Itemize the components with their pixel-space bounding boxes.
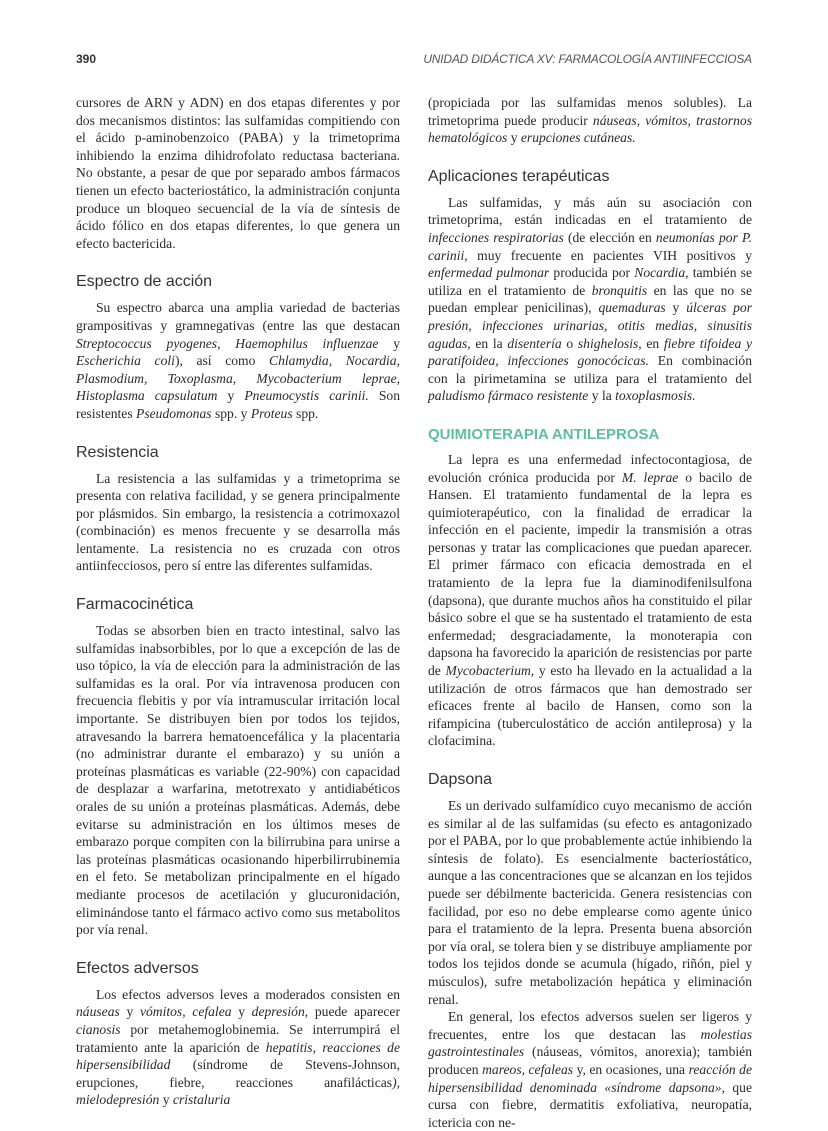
italic-text: quemaduras bbox=[598, 300, 666, 316]
text-run: y bbox=[231, 1004, 252, 1020]
italic-text: Chlamydia, Nocardia, Plasmodium, Toxoplasma, Mycobacterium leprae, Histoplasma capsulatum bbox=[76, 353, 400, 404]
italic-text: cianosis bbox=[76, 1021, 121, 1037]
italic-text: Proteus bbox=[250, 405, 293, 421]
text-run: muy frecuente en pacientes VIH positivos y bbox=[467, 247, 752, 263]
text-run: o bbox=[561, 335, 578, 351]
paragraph bbox=[76, 986, 400, 1109]
heading-farmacocinetica: Farmacocinética bbox=[76, 596, 194, 614]
italic-text: infecciones respiratorias bbox=[428, 229, 564, 245]
running-title: UNIDAD DIDÁCTICA XV: FARMACOLOGÍA ANTIINFECCIOSA bbox=[423, 52, 752, 66]
text-run: spp. bbox=[292, 405, 319, 421]
italic-text: enfermedad pulmonar bbox=[428, 265, 550, 281]
text-run: y bbox=[507, 130, 521, 146]
text-run: en la bbox=[470, 335, 508, 351]
text-run: y bbox=[119, 1004, 140, 1020]
left-column bbox=[76, 94, 400, 1109]
italic-text: hepatitis, reacciones de hipersensibilidad bbox=[76, 1039, 400, 1073]
italic-text: mareos, cefaleas bbox=[482, 1061, 574, 1077]
text-run: cursores de ARN y ADN) en dos etapas diferentes y por dos mecanismos distintos: las sulfamidas compitiendo con el ácido p-aminobenzoico (PABA) y la trimetoprima inhibiendo la enzima dihidrofolato reductasa bacteriana. No obstante, a pesar de que por separado ambos fármacos tienen un efecto bacteriostático, la administración conjunta produce un bloqueo secuencial de la vía de síntesis de ácido fólico en dos etapas diferentes, lo que genera un efecto bactericida. bbox=[76, 95, 400, 251]
italic-text: M. leprae bbox=[621, 469, 679, 485]
italic-text: disentería bbox=[507, 335, 562, 351]
italic-text: Pneumocystis carinii. bbox=[244, 388, 369, 404]
text-run: En combinación con la pirimetamina se utiliza para el tratamiento del bbox=[428, 353, 752, 386]
italic-text: úlceras por presión, infecciones urinarias, otitis medias, sinusitis agudas, bbox=[428, 300, 752, 351]
paragraph bbox=[76, 299, 400, 422]
italic-text: ), mielodepresión bbox=[76, 1074, 400, 1108]
text-run: Todas se absorben bien en tracto intestinal, salvo las sulfamidas inabsorbibles, por lo que a excepción de las de uso tópico, la vía de elección para la administración de las sulfamidas es la oral. Por vía intravenosa producen con frecuencia flebitis y por vía intramuscular irritación local importante. Se distribuyen bien por todos los tejidos, atravesando la barrera hematoencefálica y la placentaria (no administrar durante el embarazo) y su unión a proteínas plasmáticas es variable (22-90%) con capacidad de desplazar a warfarina, metotrexato y antidiabéticos orales de su unión a proteínas plasmáticas. Además, debe evitarse su administración en los últimos meses de embarazo porque compiten con la bilirrubina para unirse a las proteínas plasmáticas ocasionando hiperbilirrubinemia en el feto. Se metabolizan principalmente en el hígado mediante procesos de acetilación y glucuronidación, eliminándose tanto el fármaco activo como sus metabolitos por vía renal. bbox=[76, 623, 400, 938]
text-run: y bbox=[159, 1092, 173, 1108]
italic-text: neumonías por P. carinii, bbox=[428, 229, 752, 263]
italic-text: bronquitis bbox=[591, 282, 648, 298]
heading-quimioterapia-antileprosa: QUIMIOTERAPIA ANTILEPROSA bbox=[428, 425, 660, 443]
text-run: , que cursa con fiebre, dermatitis exfoliativa, neuropatía, ictericia con ne- bbox=[428, 1079, 752, 1130]
paragraph bbox=[428, 1008, 752, 1131]
text-run: y, en ocasiones, una bbox=[573, 1061, 689, 1077]
text-run: o bacilo de Hansen. El tratamiento fundamental de la lepra es quimioterapéutico, con la finalidad de erradicar la infección en el paciente, impedir la transmisión a otras personas y tratar las complicaciones que puedan aparecer. El primer fármaco con eficacia demostrada en el tratamiento de la lepra fue la diaminodifenilsulfona (dapsona), que durante muchos años ha constituido el pilar básico sobre el que se ha sustentado el tratamiento de esta enfermedad; desgraciadamente, la monoterapia con dapsona ha favorecido la aparición de resistencias por parte de bbox=[428, 469, 752, 679]
italic-text: shighelosis, bbox=[577, 335, 642, 351]
italic-text: fiebre tifoidea y paratifoidea, infecciones gonocócicas. bbox=[428, 335, 752, 369]
italic-text: molestias gastrointestinales bbox=[428, 1026, 752, 1060]
text-run: en bbox=[641, 335, 664, 351]
text-run: producida por bbox=[549, 265, 635, 281]
text-run: Su espectro abarca una amplia variedad de bacterias grampositivas y gramnegativas (entre las que destacan bbox=[76, 300, 400, 333]
text-run: y la bbox=[588, 388, 616, 404]
paragraph bbox=[428, 797, 752, 1008]
text-run: spp. y bbox=[211, 405, 251, 421]
text-run: y bbox=[217, 388, 245, 404]
heading-dapsona: Dapsona bbox=[428, 771, 493, 788]
paragraph bbox=[76, 622, 400, 939]
page-number: 390 bbox=[76, 52, 97, 66]
paragraph bbox=[428, 451, 752, 750]
italic-text: paludismo fármaco resistente bbox=[428, 388, 589, 404]
text-run: y bbox=[665, 300, 687, 316]
heading-resistencia: Resistencia bbox=[76, 443, 159, 461]
text-run: también se utiliza en el tratamiento de bbox=[428, 265, 752, 298]
text-run: En general, los efectos adversos suelen ser ligeros y frecuentes, entre los que destacan las bbox=[428, 1009, 752, 1042]
italic-text: náuseas bbox=[76, 1004, 120, 1020]
italic-text: Escherichia coli bbox=[76, 353, 175, 369]
italic-text: Nocardia, bbox=[634, 265, 689, 281]
text-run: en las que no se puedan emplear penicilinas), bbox=[428, 282, 753, 316]
text-run: (propiciada por las sulfamidas menos solubles). La trimetoprima puede producir bbox=[428, 95, 752, 128]
italic-text: toxoplasmosis. bbox=[615, 388, 696, 404]
text-run: (de elección en bbox=[563, 229, 656, 245]
text-run: por metahemoglobinemia. Se interrumpirá el tratamiento ante la aparición de bbox=[76, 1021, 400, 1055]
heading-aplicaciones-terapeuticas: Aplicaciones terapéuticas bbox=[428, 167, 610, 185]
italic-text: náuseas, vómitos, trastornos hematológicos bbox=[428, 112, 752, 146]
text-run: ), así como bbox=[174, 353, 270, 369]
right-column bbox=[428, 94, 752, 1131]
text-run: puede aparecer bbox=[308, 1004, 400, 1020]
text-run: (síndrome de Stevens-Johnson, erupciones, fiebre, reacciones anafilácticas bbox=[76, 1057, 400, 1090]
paragraph bbox=[76, 94, 400, 252]
heading-espectro-de-accion: Espectro de acción bbox=[76, 273, 213, 291]
italic-text: Streptococcus pyogenes, Haemophilus influenzae bbox=[76, 335, 379, 351]
italic-text: cristaluria bbox=[172, 1092, 231, 1108]
paragraph bbox=[76, 470, 400, 576]
italic-text: depresión, bbox=[251, 1004, 309, 1020]
paragraph bbox=[428, 94, 752, 147]
text-run: y bbox=[378, 335, 400, 351]
italic-text: erupciones cutáneas. bbox=[520, 130, 636, 146]
italic-text: vómitos, cefalea bbox=[139, 1004, 232, 1020]
text-run: La resistencia a las sulfamidas y a trimetoprima se presenta con relativa facilidad, y se genera principalmente por plásmidos. Sin embargo, la resistencia a cotrimoxazol (combinación) es menos frecuente y se desarrolla más lentamente. La resistencia no es cruzada con otros antiinfecciosos, pero sí entre las diferentes sulfamidas. bbox=[76, 470, 400, 574]
text-run: Los efectos adversos leves a moderados consisten en bbox=[96, 986, 400, 1002]
text-run: y esto ha llevado en la actualidad a la utilización de otros fármacos que han demostrado ser eficaces frente al bacilo de Hansen, como son la rifampicina (tuberculostático de acción antileprosa) y la clofacimina. bbox=[428, 663, 753, 749]
italic-text: Mycobacterium, bbox=[445, 663, 535, 679]
heading-efectos-adversos: Efectos adversos bbox=[76, 959, 199, 977]
italic-text: Pseudomonas bbox=[136, 405, 212, 421]
paragraph bbox=[428, 194, 752, 405]
text-run: Es un derivado sulfamídico cuyo mecanismo de acción es similar al de las sulfamidas (su efecto es antagonizado por el PABA, por lo que probablemente actúe inhibiendo la síntesis de folato). Es esencialmente bacteriostático, aunque a las concentraciones que se alcanzan en los tejidos puede ser débilmente bactericida. Genera resistencias con facilidad, por eso no debe emplearse como agente único para el tratamiento de la lepra. Presenta buena absorción por vía oral, se tolera bien y se distribuye ampliamente por todos los tejidos donde se acumula (hígado, riñón, piel y músculos), sufre metabolización hepática y eliminación renal. bbox=[428, 798, 752, 1007]
text-run: (náuseas, vómitos, anorexia); también producen bbox=[428, 1044, 752, 1077]
text-run: La lepra es una enfermedad infectocontagiosa, de evolución crónica producida por bbox=[428, 451, 752, 485]
text-run: Son resistentes bbox=[76, 388, 400, 421]
text-run: Las sulfamidas, y más aún su asociación con trimetoprima, están indicadas en el tratamiento de bbox=[428, 194, 752, 228]
italic-text: reacción de hipersensibilidad denominada «síndrome dapsona» bbox=[428, 1061, 752, 1095]
